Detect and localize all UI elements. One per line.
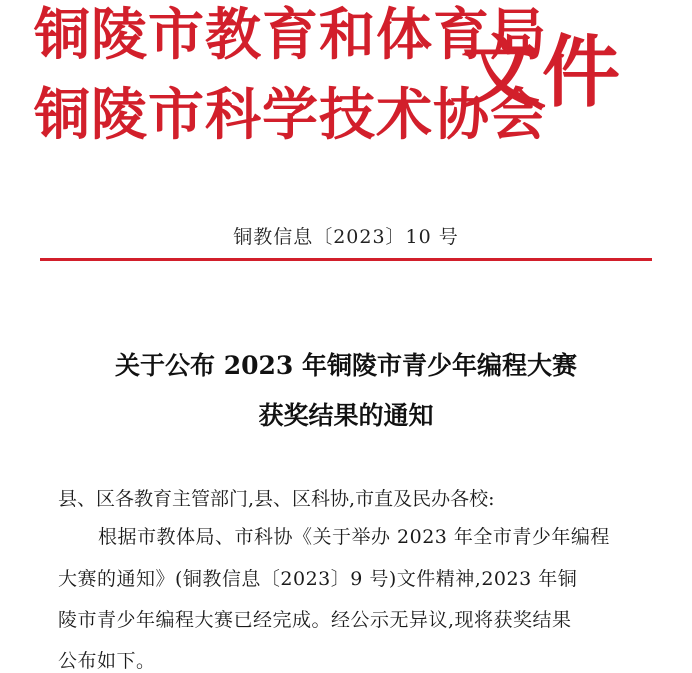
salutation: 县、区各教育主管部门,县、区科协,市直及民办各校: [58, 488, 495, 510]
issuer-education-bureau: 铜陵市教育和体育局 [34, 3, 547, 68]
document-number: 铜教信息〔2023〕10 号 [233, 226, 459, 248]
notice-title-line-2: 获奖结果的通知 [258, 401, 434, 430]
body-paragraph-line: 大赛的通知》(铜教信息〔2023〕9 号)文件精神,2023 年铜 [58, 568, 578, 590]
body-paragraph-line: 公布如下。 [58, 650, 156, 672]
red-separator-line [40, 258, 652, 261]
document-type-label: 文件 [462, 28, 623, 118]
body-paragraph-line: 根据市教体局、市科协《关于举办 2023 年全市青少年编程 [98, 526, 610, 548]
body-paragraph-line: 陵市青少年编程大赛已经完成。经公示无异议,现将获奖结果 [58, 609, 572, 631]
document-letterhead [0, 0, 692, 190]
notice-title-line-1: 关于公布 2023 年铜陵市青少年编程大赛 [115, 351, 577, 380]
issuer-science-association: 铜陵市科学技术协会 [34, 83, 547, 148]
